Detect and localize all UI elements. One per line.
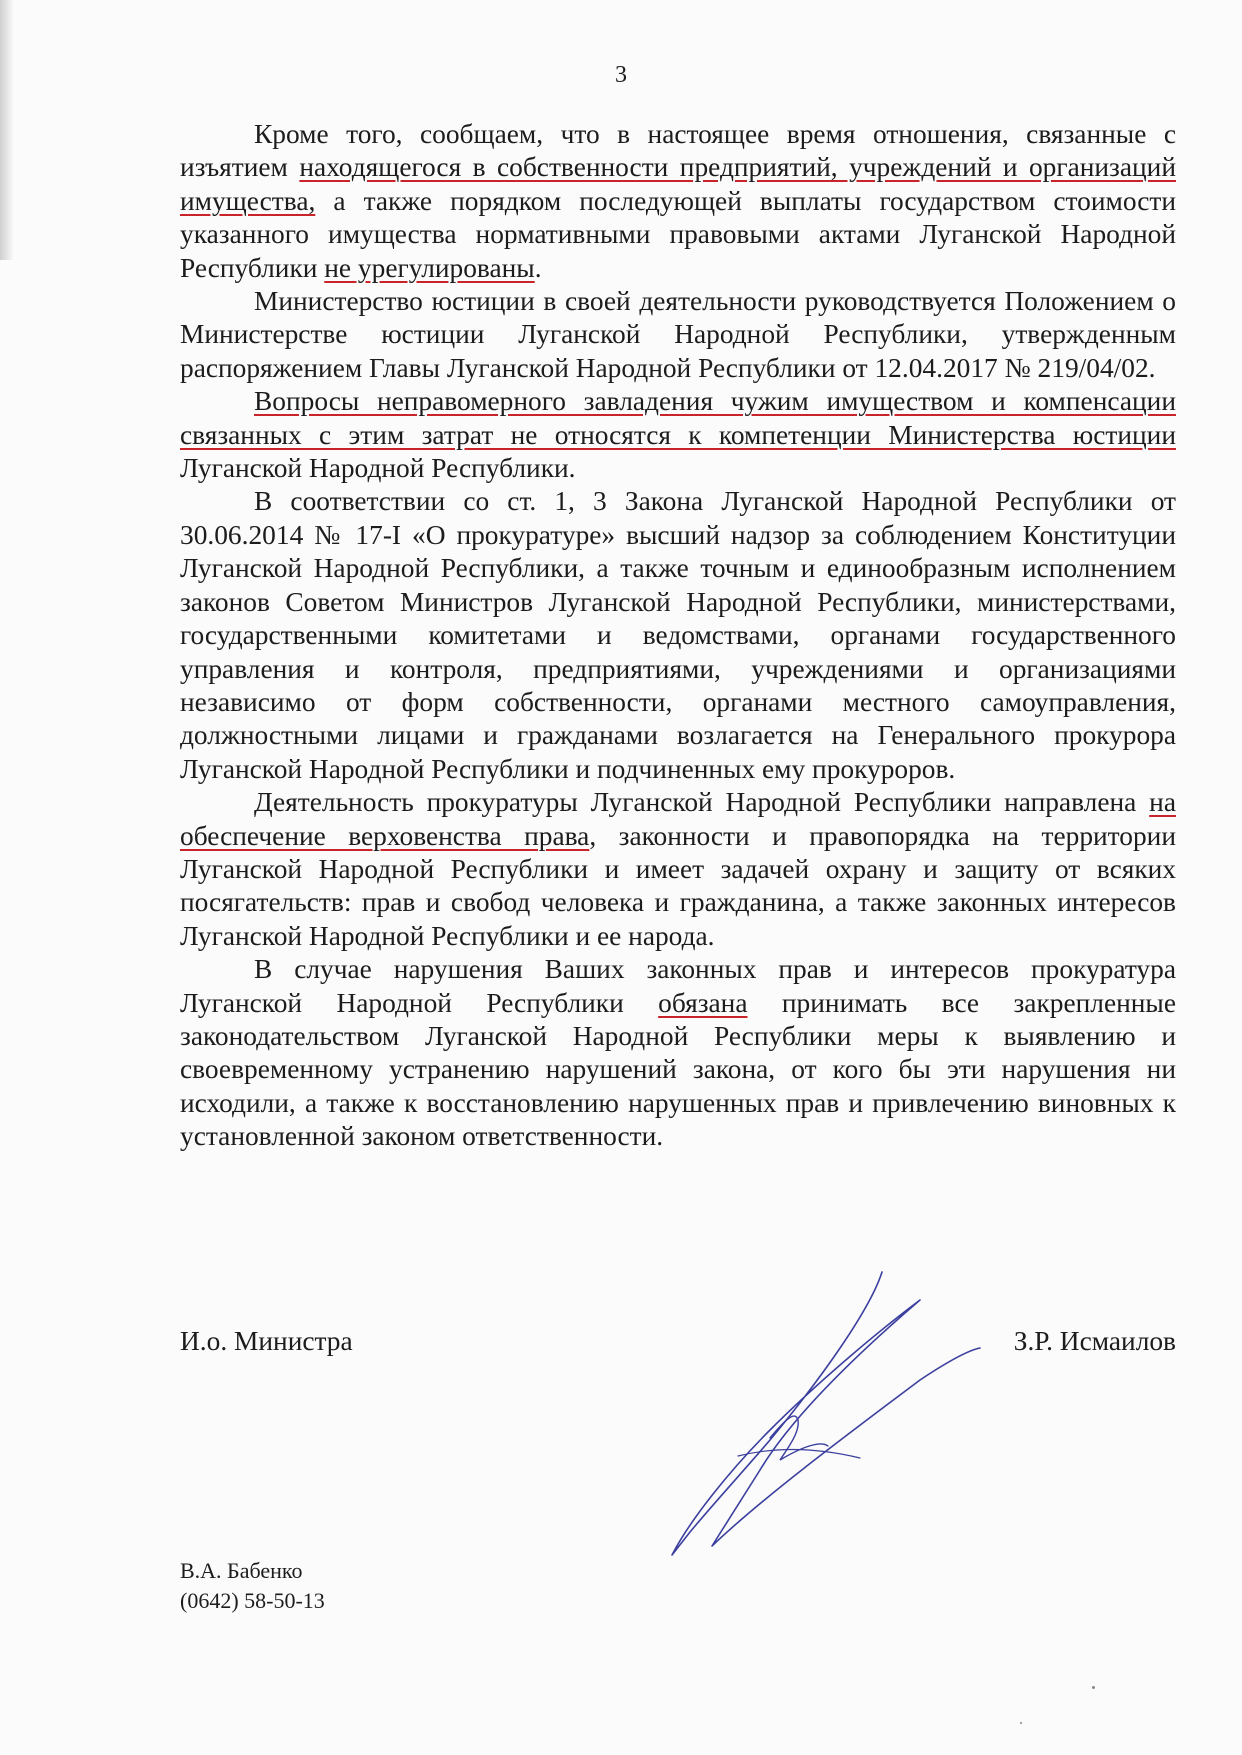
underlined-phrase: Вопросы неправомерного завладения чужим имуществом и компенсации связанных с этим затрат не относятся к компетенции Министерства юстиции: [180, 386, 1176, 450]
handwritten-signature: [620, 1270, 1060, 1570]
signatory-title: И.о. Министра: [180, 1326, 353, 1356]
paragraph: [180, 118, 1176, 285]
text-segment: Луганской Народной Республики.: [180, 453, 576, 484]
underlined-phrase: находящегося в собственности предприятий, учреждений и организаций имущества,: [180, 152, 1176, 216]
letter-body: [180, 118, 1176, 1154]
executor-phone: (0642) 58-50-13: [180, 1588, 325, 1613]
text-segment: а также порядком последующей выплаты государством стоимости указанного имущества нормативными правовыми актами Луганской Народной Республики: [180, 185, 1176, 283]
paragraph: [180, 786, 1176, 953]
text-segment: , законности и правопорядка на территории Луганской Народной Республики и имеет задачей охрану и защиту от всяких посягательств: прав и свобод человека и гражданина, а также законных интересов Луганской Народной Республики и ее народа.: [180, 820, 1176, 951]
paragraph: [180, 285, 1176, 385]
text-segment: .: [534, 252, 542, 283]
text-segment: Кроме того, сообщаем, что в настоящее время отношения, связанные с изъятием: [180, 119, 1176, 183]
text-segment: принимать все закрепленные законодательством Луганской Народной Республики меры к выявлению и своевременному устранению нарушений закона, от кого бы эти нарушения ни исходили, а также к восстановлению нарушенных прав и привлечению виновных к установленной законом ответственности.: [180, 987, 1176, 1152]
executor-name: В.А. Бабенко: [180, 1558, 303, 1583]
signature-row: [180, 1326, 1176, 1360]
text-segment: В случае нарушения Ваших законных прав и интересов прокуратура Луганской Народной Республики: [180, 954, 1176, 1018]
executor-block: [180, 1556, 325, 1616]
text-segment: Деятельность прокуратуры Луганской Народной Республики направлена: [254, 787, 1150, 818]
page-fold-shadow: [0, 0, 14, 260]
text-segment: Министерство юстиции в своей деятельности руководствуется Положением о Министерстве юстиции Луганской Народной Республики, утвержденным распоряжением Главы Луганской Народной Республики от 12.04.2017 № 219/04/02.: [180, 286, 1176, 383]
signatory-name: З.Р. Исмаилов: [1013, 1326, 1176, 1356]
page-number: 3: [615, 62, 627, 88]
underlined-phrase: обязана: [658, 987, 748, 1018]
paper-speck: [1020, 1722, 1022, 1724]
paragraph: [180, 385, 1176, 485]
text-segment: В соответствии со ст. 1, 3 Закона Луганской Народной Республики от 30.06.2014 № 17-I «О прокуратуре» высший надзор за соблюдением Конституции Луганской Народной Республики, а также точным и единообразным исполнением законов Советом Министров Луганской Народной Республики, министерствами, государственными комитетами и ведомствами, органами государственного управления и контроля, предприятиями, учреждениями и организациями независимо от форм собственности, органами местного самоуправления, должностными лицами и гражданами возлагается на Генерального прокурора Луганской Народной Республики и подчиненных ему прокуроров.: [180, 486, 1176, 784]
paper-speck: [1092, 1686, 1095, 1689]
paragraph: [180, 953, 1176, 1153]
underlined-phrase: на обеспечение верховенства права: [180, 787, 1176, 851]
paragraph: [180, 485, 1176, 786]
underlined-phrase: не урегулированы: [324, 252, 535, 283]
